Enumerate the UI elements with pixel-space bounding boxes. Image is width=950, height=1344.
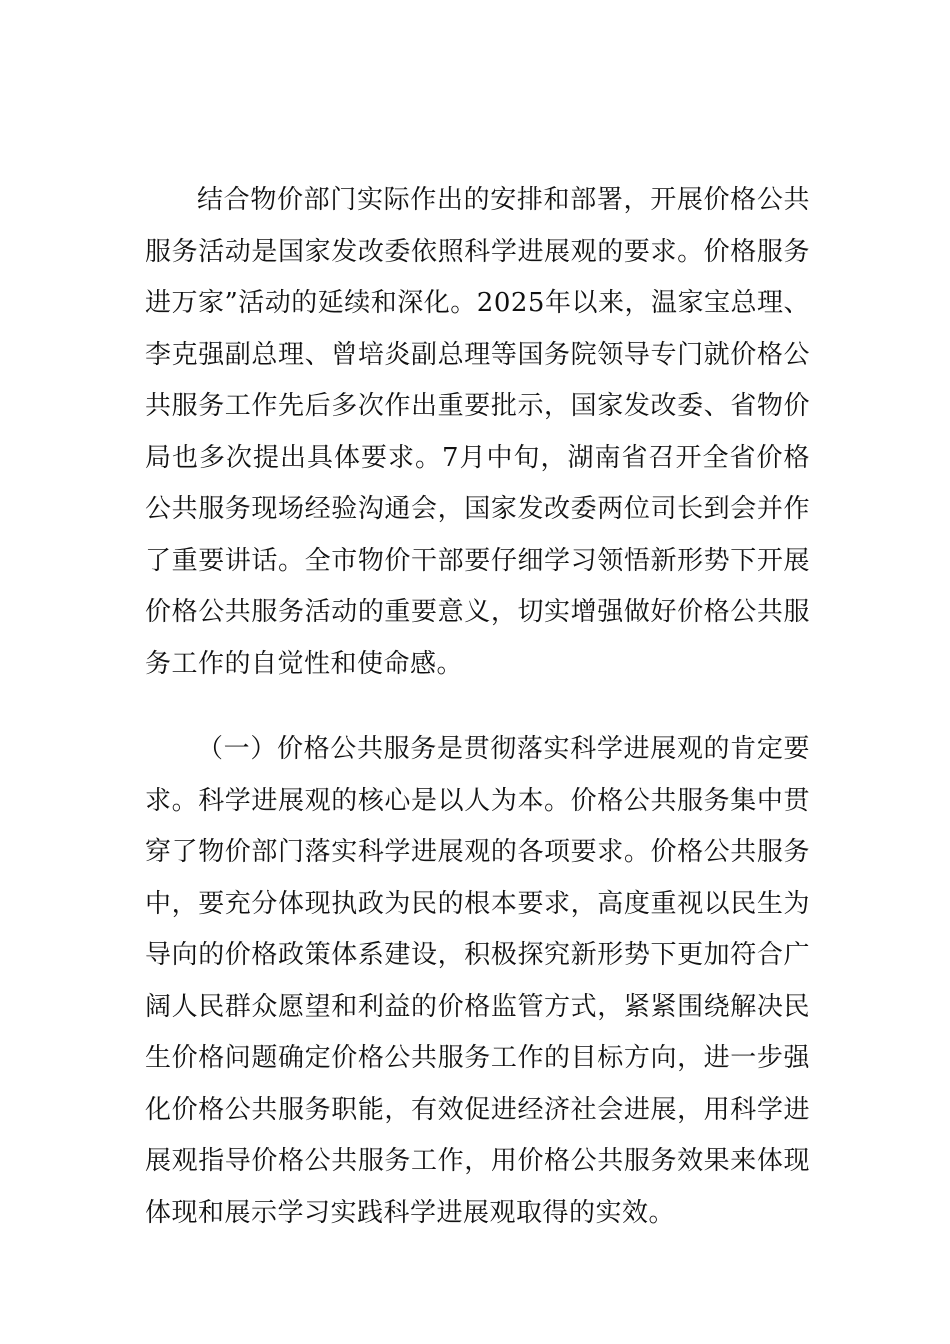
body-paragraph-1: 结合物价部门实际作出的安排和部署，开展价格公共服务活动是国家发改委依照科学进展观的要求。价格服务进万家”活动的延续和深化。2025年以来，温家宝总理、李克强副总理、曾培炎副总理等国务院领导专门就价格公共服务工作先后多次作出重要批示，国家发改委、省物价局也多次提出具体要求。7月中旬，湖南省召开全省价格公共服务现场经验沟通会，国家发改委两位司长到会并作了重要讲话。全市物价干部要仔细学习领悟新形势下开展价格公共服务活动的重要意义，切实增强做好价格公共服务工作的自觉性和使命感。 [145,185,810,679]
body-paragraph-2: （一）价格公共服务是贯彻落实科学进展观的肯定要求。科学进展观的核心是以人为本。价格公共服务集中贯穿了物价部门落实科学进展观的各项要求。价格公共服务中，要充分体现执政为民的根本要求，高度重视以民生为导向的价格政策体系建设，积极探究新形势下更加符合广阔人民群众愿望和利益的价格监管方式，紧紧围绕解决民生价格问题确定价格公共服务工作的目标方向，进一步强化价格公共服务职能，有效促进经济社会进展，用科学进展观指导价格公共服务工作，用价格公共服务效果来体现体现和展示学习实践科学进展观取得的实效。 [145,734,810,1228]
